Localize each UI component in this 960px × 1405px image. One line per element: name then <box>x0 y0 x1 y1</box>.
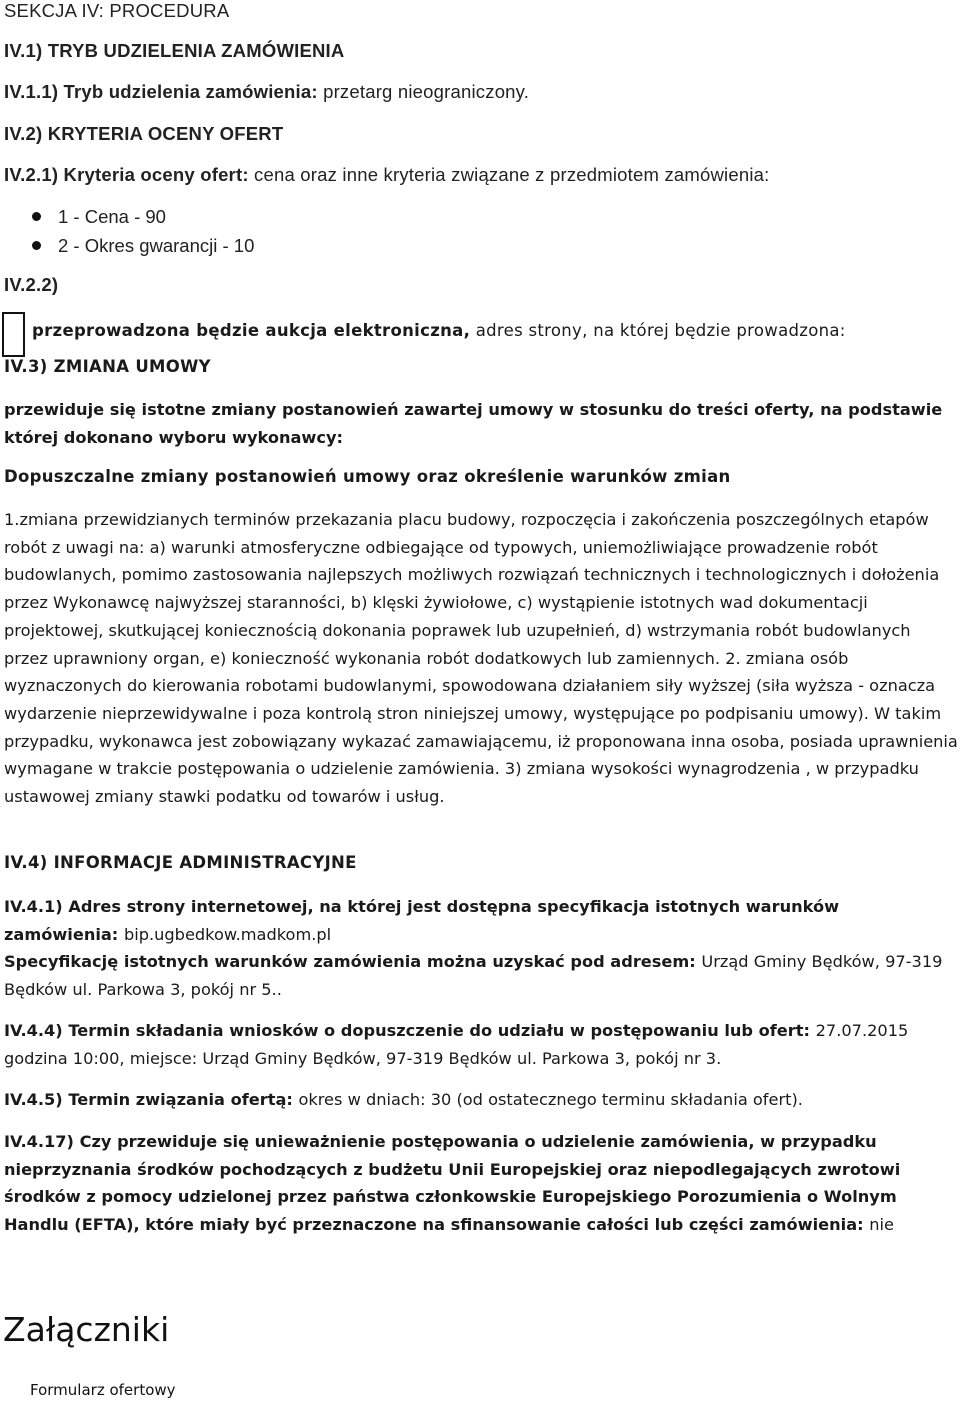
attachment-link-formularz[interactable]: Formularz ofertowy <box>30 1381 176 1399</box>
deadline-label: IV.4.4) Termin składania wniosków o dopuszczenie do udziału w postępowaniu lub ofert: <box>4 1021 810 1040</box>
criteria-line <box>4 164 769 186</box>
eu-value: nie <box>869 1215 894 1235</box>
spec-label: Specyfikację istotnych warunków zamówienia można uzyskać pod adresem: <box>4 952 696 971</box>
attachments-heading: Załączniki <box>3 1310 170 1349</box>
binding-label: IV.4.5) Termin związania ofertą: <box>4 1090 293 1109</box>
criteria-list <box>32 202 254 260</box>
binding-block <box>4 1086 958 1114</box>
criteria-label: IV.2.1) Kryteria oceny ofert: <box>4 164 249 185</box>
tryb-line <box>4 81 529 103</box>
url-value: bip.ugbedkow.madkom.pl <box>123 924 332 944</box>
auction-line <box>32 321 846 340</box>
criteria-item: 1 - Cena - 90 <box>32 202 254 231</box>
section-title: SEKCJA IV: PROCEDURA <box>4 0 230 21</box>
spec-block <box>4 948 958 1003</box>
heading-iv3: IV.3) ZMIANA UMOWY <box>4 357 211 376</box>
change-question: przewiduje się istotne zmiany postanowień zawartej umowy w stosunku do treści oferty, na podstawie której dokonano wyboru wykonawcy: <box>4 400 943 447</box>
allowed-heading: Dopuszczalne zmiany postanowień umowy oraz określenie warunków zmian <box>4 467 731 486</box>
binding-value: okres w dniach: 30 (od ostatecznego terminu składania ofert). <box>298 1090 803 1109</box>
url-label: IV.4.1) Adres strony internetowej, na której jest dostępna specyfikacja istotnych warunków zamówienia: <box>4 897 840 944</box>
eu-block <box>4 1128 958 1239</box>
deadline-value: 27.07.2015 godzina 10:00, miejsce: Urząd Gminy Będków, 97-319 Będków ul. Parkowa 3, pokój nr 3. <box>4 1021 909 1068</box>
auction-bold: przeprowadzona będzie aukcja elektroniczna, <box>32 321 471 340</box>
tryb-label: IV.1.1) Tryb udzielenia zamówienia: <box>4 81 318 102</box>
criteria-value: cena oraz inne kryteria związane z przedmiotem zamówienia: <box>254 164 770 185</box>
allowed-text: 1.zmiana przewidzianych terminów przekazania placu budowy, rozpoczęcia i zakończenia poszczególnych etapów robót z uwagi na: a) warunki atmosferyczne odbiegające od typowych, uniemożliwiające prowadzenie robót budowlanych, pomimo zastosowania najlepszych możliwych rozwiązań technicznych i technologicznych i dołożenia przez Wykonawcę najwyższej staranności, b) klęski żywiołowe, c) wystąpienie istotnych wad dokumentacji projektowej, skutkującej koniecznością dokonania poprawek lub uzupełnień, d) wstrzymania robót budowlanych przez uprawniony organ, e) konieczność wykonania robót dodatkowych lub zamiennych. 2. zmiana osób wyznaczonych do kierowania robotami budowlanymi, spowodowana działaniem siły wyższej (siła wyższa - oznacza wydarzenie nieprzewidywalne i poza kontrolą stron niniejszej umowy, występujące po podpisaniu umowy). W takim przypadku, wykonawca jest zobowiązany wykazać zamawiającemu, iż proponowana inna osoba, posiada uprawnienia wymagane w trakcie postępowania o udzielenie zamówienia. 3) zmiana wysokości wynagrodzenia , w przypadku ustawowej zmiany stawki podatku od towarów i usług. <box>4 510 958 807</box>
heading-iv2: IV.2) KRYTERIA OCENY OFERT <box>4 123 284 144</box>
heading-iv4: IV.4) INFORMACJE ADMINISTRACYJNE <box>4 853 357 872</box>
auction-value: adres strony, na której będzie prowadzona: <box>475 321 846 340</box>
deadline-block <box>4 1017 958 1072</box>
auction-label: IV.2.2) <box>4 274 59 295</box>
tryb-value: przetarg nieograniczony. <box>323 81 530 102</box>
eu-label: IV.4.17) Czy przewiduje się unieważnienie postępowania o udzielenie zamówienia, w przypadku nieprzyznania środków pochodzących z budżetu Unii Europejskiej oraz niepodlegających zwrotowi środków z pomocy udzielonej przez państwa członkowskie Europejskiego Porozumienia o Wolnym Handlu (EFTA), które miały być przeznaczone na sfinansowanie całości lub części zamówienia: <box>4 1132 901 1235</box>
criteria-item: 2 - Okres gwarancji - 10 <box>32 231 254 260</box>
url-block <box>4 893 958 948</box>
spec-value: Urząd Gminy Będków, 97-319 Będków ul. Parkowa 3, pokój nr 5.. <box>4 952 943 999</box>
auction-checkbox[interactable] <box>2 312 25 357</box>
heading-iv1: IV.1) TRYB UDZIELENIA ZAMÓWIENIA <box>4 40 345 61</box>
